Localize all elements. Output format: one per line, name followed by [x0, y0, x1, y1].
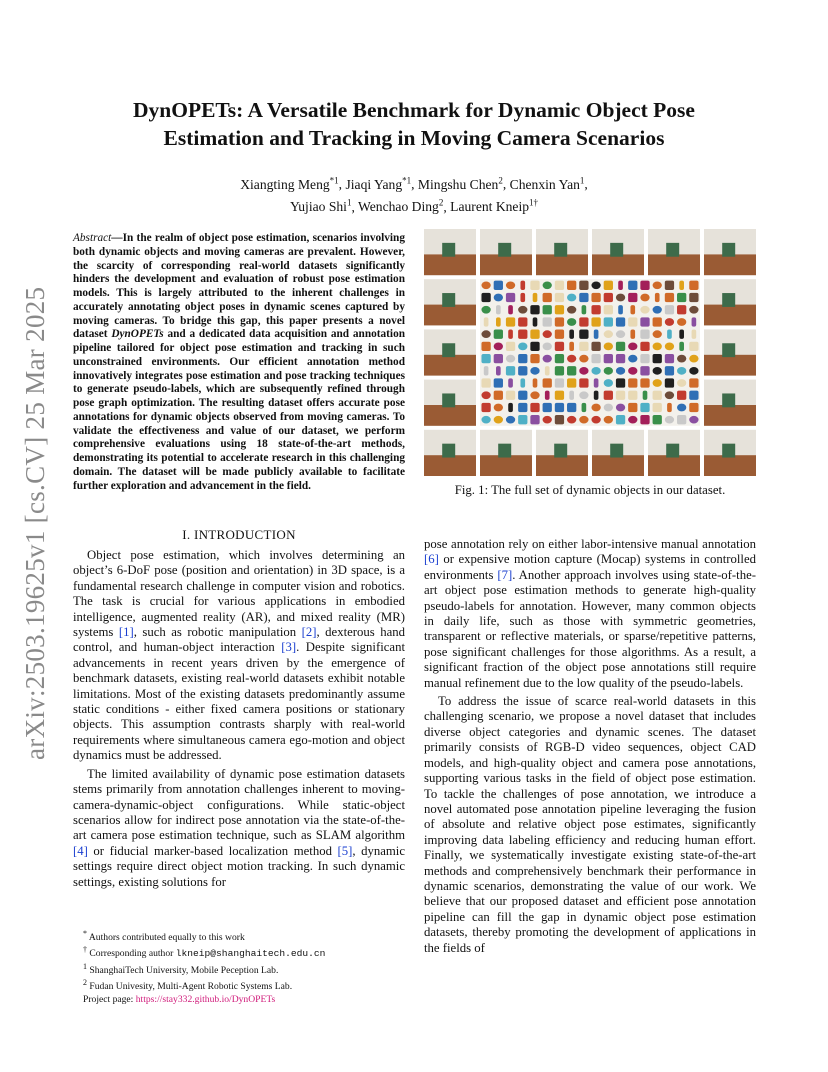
dataset-object: [494, 378, 503, 387]
dataset-object: [628, 281, 637, 290]
dataset-object: [653, 379, 662, 387]
table-surface: [592, 254, 644, 275]
dataset-object: [689, 367, 698, 375]
dataset-object: [640, 330, 649, 339]
dataset-object: [579, 330, 588, 339]
dataset-object: [496, 366, 501, 375]
dataset-object: [640, 342, 649, 351]
object-on-table: [442, 393, 455, 407]
dataset-object: [665, 378, 674, 387]
dataset-object: [496, 317, 501, 326]
table-surface: [480, 455, 532, 476]
dataset-object: [506, 366, 515, 375]
abstract-dash: —: [111, 232, 123, 244]
dataset-object: [640, 354, 649, 363]
dataset-object: [481, 403, 490, 412]
dataset-object: [665, 354, 674, 363]
dataset-object: [640, 306, 649, 314]
dataset-object: [689, 355, 698, 363]
dataset-object: [569, 391, 574, 400]
dataset-object: [481, 281, 490, 289]
email-link[interactable]: lkneip@shanghaitech.edu.cn: [175, 948, 326, 960]
dataset-object: [640, 415, 649, 424]
dataset-object: [655, 293, 660, 302]
dataset-object: [653, 403, 662, 412]
citation-link[interactable]: [5]: [337, 843, 353, 858]
dataset-object: [530, 391, 539, 399]
table-surface: [704, 254, 756, 275]
dataset-object: [653, 391, 662, 400]
dataset-object: [689, 281, 698, 290]
citation-link[interactable]: [6]: [424, 552, 439, 567]
dataset-object: [604, 404, 613, 412]
dataset-object: [640, 317, 649, 326]
dataset-object: [533, 378, 538, 387]
dataset-object: [630, 330, 635, 339]
author-list: [80, 171, 748, 216]
dataset-object: [665, 281, 674, 290]
dataset-object: [582, 403, 587, 412]
dataset-object: [494, 330, 503, 339]
dataset-object: [481, 416, 490, 424]
dataset-object: [506, 355, 515, 363]
dataset-object: [689, 293, 698, 302]
dataset-object: [506, 342, 515, 351]
dataset-object: [530, 354, 539, 363]
dataset-object: [545, 366, 550, 375]
dataset-object: [640, 294, 649, 302]
dataset-object: [543, 343, 552, 351]
dataset-object: [594, 378, 599, 387]
dataset-object: [533, 317, 538, 326]
table-surface: [536, 254, 588, 275]
dataset-object: [508, 330, 513, 339]
dataset-object: [665, 416, 674, 424]
dataset-object: [604, 391, 613, 400]
dataset-object: [520, 281, 525, 290]
dataset-object: [591, 367, 600, 375]
dataset-object: [665, 293, 674, 302]
dataset-object: [567, 403, 576, 412]
object-collage-image: [424, 229, 756, 476]
dataset-object: [508, 378, 513, 387]
left-column-body: [73, 548, 405, 890]
dataset-object: [481, 342, 490, 351]
dataset-object: [506, 416, 515, 424]
paragraph: Object pose estimation, which involves determining an object’s 6-DoF pose (position and orientation) in 3D space, is a fundamental research challenge in computer vision and robotics. The task is crucial for various applications in embodied intelligence, augmented reality (AR), and mixed reality (MR) systems [1], such as robotic manipulation [2], dexterous hand control, and human-object interaction [3]. Despite significant advancements in recent years driven by the emergence of benchmark datasets, existing real-world datasets exhibit notable limitations. Most of the existing datasets predominantly assume static conditions - either fixed camera positions or stationary objects. This assumption contrasts sharply with real-world requirements where simultaneous camera ego-motion and object dynamics must be addressed.: [73, 548, 406, 763]
author: Xiangting Meng$^{*1}$: [240, 175, 339, 192]
dataset-object: [543, 355, 552, 363]
dataset-object: [543, 293, 552, 302]
dataset-object: [604, 367, 613, 375]
dataset-object: [555, 403, 564, 412]
dataset-object: [481, 391, 490, 399]
dataset-object: [496, 305, 501, 314]
dataset-object: [481, 330, 490, 338]
table-surface: [704, 405, 756, 426]
dataset-object: [616, 378, 625, 387]
dataset-object: [518, 391, 527, 400]
dataset-object: [506, 391, 515, 400]
dataset-object: [481, 378, 490, 387]
table-surface: [704, 455, 756, 476]
dataset-object: [604, 343, 613, 351]
footnote-equal-contribution: * Authors contributed equally to this work: [83, 929, 245, 944]
dataset-object: [591, 404, 600, 412]
author: Laurent Kneip$^{1\dagger}$: [450, 197, 539, 215]
dataset-object: [653, 306, 662, 314]
paper-title: [80, 96, 748, 152]
dataset-object: [530, 403, 539, 412]
dataset-object: [494, 354, 503, 363]
table-surface: [704, 355, 756, 376]
dataset-object: [677, 318, 686, 326]
dataset-object: [628, 403, 637, 412]
dataset-object: [555, 293, 564, 302]
section-heading-introduction: I. INTRODUCTION: [182, 527, 296, 542]
dataset-object: [543, 403, 552, 412]
dataset-object: [604, 317, 613, 326]
abstract-text: In the realm of object pose estimation, scenarios involving both dynamic objects and moving cameras are prevalent. However, the scarcity of corresponding real-world datasets significantly hinders the development and evaluation of robust pose estimation models. This is largely attributed to the inherent challenges in accurately annotating object poses in dynamic scenes captured by moving cameras. To bridge this gap, this paper presents a novel dataset: [73, 232, 405, 341]
abstract: [73, 232, 405, 493]
dataset-object: [689, 416, 698, 424]
dataset-object: [616, 404, 625, 412]
dataset-object: [555, 391, 564, 400]
dataset-object: [518, 343, 527, 351]
dataset-object: [555, 342, 564, 351]
dataset-object: [481, 293, 490, 302]
dataset-object: [640, 378, 649, 387]
dataset-object: [640, 403, 649, 412]
citation-link[interactable]: [1]: [118, 625, 134, 640]
dataset-object: [569, 330, 574, 339]
right-column-body: [424, 537, 756, 956]
footnotes: [83, 928, 413, 1006]
dataset-object: [594, 330, 599, 339]
citation-link[interactable]: [2]: [301, 625, 317, 640]
author: Yujiao Shi$^1$: [289, 197, 352, 215]
dataset-object: [567, 306, 576, 314]
dataset-object: [494, 416, 503, 424]
dataset-object: [506, 293, 515, 302]
dataset-object: [582, 305, 587, 314]
paragraph: The limited availability of dynamic pose estimation datasets stems primarily from annotation challenges inherent to moving-camera-dynamic-object configurations. While static-object scenarios allow for indirect pose annotation via the state-of-the-art camera pose estimation technique, such as SLAM algorithm [4] or fiducial marker-based localization method [5], dynamic settings require direct object motion tracking. In such dynamic settings, existing solutions for: [73, 766, 406, 889]
project-page-link[interactable]: https://stay332.github.io/DynOPETs: [135, 993, 276, 1005]
dataset-object: [567, 378, 576, 387]
dataset-object: [481, 306, 490, 314]
dataset-object: [591, 317, 600, 326]
dataset-object: [679, 281, 684, 290]
dataset-object: [604, 293, 613, 302]
arxiv-identifier: arXiv:2503.19625v1 [cs.CV] 25 Mar 2025: [20, 286, 50, 760]
dataset-object: [530, 305, 539, 314]
dataset-object: [653, 330, 662, 338]
author: Jiaqi Yang$^{*1}$: [345, 175, 412, 192]
dataset-object: [508, 403, 513, 412]
table-surface: [424, 254, 476, 275]
dataset-object: [484, 317, 489, 326]
dataset-object: [530, 415, 539, 424]
object-on-table: [554, 243, 567, 257]
dataset-object: [567, 416, 576, 424]
dataset-object: [653, 367, 662, 375]
citation-link[interactable]: [7]: [497, 567, 513, 582]
dataset-object: [591, 281, 600, 289]
object-on-table: [442, 343, 455, 357]
dataset-object: [530, 342, 539, 351]
object-on-table: [498, 243, 511, 257]
dataset-object: [484, 366, 489, 375]
dataset-object: [616, 354, 625, 363]
paragraph: pose annotation rely on either labor-intensive manual annotation [6] or expensive motion capture (Mocap) systems in controlled environments [7]. Another approach involves using state-of-the-art object pose estimation methods to generate high-quality pseudo-labels for annotation. However, many common objects in daily life, such as those with symmetric geometries, transparent or reflective materials, or sparse/repetitive patterns, pose significant challenges for those algorithms. As a result, a significant fraction of the object pose annotations still require manual refinement due to the low quality of the pseudo-labels.: [424, 537, 757, 690]
table-surface: [536, 455, 588, 476]
dataset-object: [530, 367, 539, 375]
dataset-object: [618, 305, 623, 314]
dataset-object: [677, 355, 686, 363]
dataset-object: [604, 416, 613, 424]
dataset-object: [604, 305, 613, 314]
dataset-object: [555, 305, 564, 314]
dataset-object: [653, 415, 662, 424]
dataset-object: [567, 366, 576, 375]
object-on-table: [722, 293, 735, 307]
dataset-object: [494, 294, 503, 302]
dataset-object: [653, 317, 662, 326]
footnote-affiliation-2: $^2$ Fudan Univesity, Multi-Agent Robotic Systems Lab.: [83, 978, 293, 993]
dataset-object: [518, 330, 527, 339]
dataset-object: [618, 281, 623, 290]
table-surface: [424, 355, 476, 376]
dataset-object: [689, 306, 698, 314]
dataset-object: [628, 343, 637, 351]
dataset-object: [628, 317, 637, 326]
dataset-object: [679, 330, 684, 339]
dataset-object: [677, 305, 686, 314]
dataset-object: [689, 342, 698, 351]
footnote-affiliation-1: $^1$ ShanghaiTech University, Mobile Peception Lab.: [83, 961, 279, 977]
dataset-object: [640, 281, 649, 290]
object-on-table: [722, 444, 735, 458]
dataset-object: [579, 355, 588, 363]
dataset-object: [555, 354, 564, 363]
object-on-table: [722, 343, 735, 357]
dataset-object: [616, 294, 625, 302]
object-on-table: [722, 243, 735, 257]
table-surface: [704, 305, 756, 326]
dataset-object: [530, 330, 539, 339]
dataset-object: [520, 293, 525, 302]
dataset-object: [677, 415, 686, 424]
dataset-object: [506, 281, 515, 289]
dataset-object: [591, 416, 600, 424]
dataset-object: [628, 293, 637, 302]
dataset-object: [579, 281, 588, 290]
dataset-object: [494, 343, 503, 351]
title-line-2: Estimation and Tracking in Moving Camera Scenarios: [163, 126, 665, 150]
author: Wenchao Ding$^2$: [358, 197, 444, 215]
dataset-object: [591, 305, 600, 314]
dataset-object: [677, 367, 686, 375]
table-surface: [424, 305, 476, 326]
dataset-object: [494, 391, 503, 400]
citation-link[interactable]: [4]: [73, 843, 88, 858]
object-on-table: [610, 243, 623, 257]
dataset-object: [579, 317, 588, 326]
dataset-object: [543, 416, 552, 424]
dataset-name: DynOPETs: [111, 328, 164, 341]
dataset-object: [518, 306, 527, 314]
dataset-object: [616, 330, 625, 338]
dataset-object: [665, 305, 674, 314]
dataset-object: [555, 366, 564, 375]
dataset-object: [518, 415, 527, 424]
object-on-table: [554, 444, 567, 458]
dataset-object: [481, 354, 490, 363]
dataset-object: [518, 366, 527, 375]
dataset-object: [533, 293, 538, 302]
dataset-object: [628, 367, 637, 375]
dataset-object: [653, 281, 662, 289]
author: Chenxin Yan$^1$: [509, 175, 585, 192]
dataset-object: [579, 391, 588, 399]
dataset-object: [616, 342, 625, 351]
dataset-object: [591, 354, 600, 363]
dataset-object: [518, 403, 527, 412]
dataset-object: [630, 305, 635, 314]
dataset-object: [667, 403, 672, 412]
dataset-object: [604, 379, 613, 387]
figure-caption: Fig. 1: The full set of dynamic objects in our dataset.: [454, 483, 726, 497]
table-surface: [592, 455, 644, 476]
object-on-table: [442, 444, 455, 458]
dataset-object: [579, 416, 588, 424]
dataset-object: [604, 281, 613, 290]
dataset-object: [689, 391, 698, 400]
dataset-object: [543, 378, 552, 387]
dataset-object: [616, 317, 625, 326]
dataset-object: [579, 378, 588, 387]
object-on-table: [442, 243, 455, 257]
dataset-object: [494, 404, 503, 412]
table-surface: [648, 455, 700, 476]
dataset-object: [543, 305, 552, 314]
dataset-object: [628, 391, 637, 400]
dataset-object: [692, 317, 697, 326]
dataset-object: [689, 378, 698, 387]
dataset-object: [665, 343, 674, 351]
dataset-object: [567, 355, 576, 363]
dataset-object: [640, 366, 649, 375]
dataset-object: [628, 355, 637, 363]
table-surface: [424, 405, 476, 426]
dataset-object: [569, 342, 574, 351]
dataset-object: [567, 281, 576, 290]
author: Mingshu Chen$^2$: [417, 175, 503, 192]
object-on-table: [722, 393, 735, 407]
dataset-object: [579, 293, 588, 302]
dataset-object: [555, 281, 564, 290]
dataset-object: [616, 367, 625, 375]
dataset-object: [555, 415, 564, 424]
dataset-object: [543, 281, 552, 289]
dataset-object: [653, 343, 662, 351]
dataset-object: [594, 391, 599, 400]
dataset-object: [506, 317, 515, 326]
dataset-object: [567, 318, 576, 326]
dataset-object: [628, 416, 637, 424]
dataset-object: [628, 378, 637, 387]
table-surface: [424, 455, 476, 476]
dataset-object: [555, 317, 564, 326]
object-on-table: [442, 293, 455, 307]
dataset-object: [665, 318, 674, 326]
dataset-object: [579, 367, 588, 375]
dataset-object: [579, 342, 588, 351]
dataset-object: [665, 366, 674, 375]
table-surface: [648, 254, 700, 275]
dataset-object: [616, 391, 625, 400]
dataset-object: [494, 281, 503, 290]
dataset-object: [653, 354, 662, 363]
object-on-table: [666, 444, 679, 458]
dataset-object: [545, 391, 550, 400]
dataset-object: [604, 330, 613, 338]
project-page: Project page: https://stay332.github.io/DynOPETs: [83, 993, 276, 1005]
author-line-1: Xiangting Meng$^{*1}$, Jiaqi Yang$^{*1}$, Mingshu Chen$^2$, Chenxin Yan$^1$,: [240, 175, 588, 192]
dataset-object: [667, 330, 672, 339]
dataset-object: [555, 378, 564, 387]
dataset-object: [518, 354, 527, 363]
object-on-table: [610, 444, 623, 458]
dataset-object: [677, 391, 686, 400]
dataset-object: [643, 391, 648, 400]
citation-link[interactable]: [3]: [281, 640, 297, 655]
dataset-object: [679, 342, 684, 351]
footnote-corresponding: † Corresponding author lkneip@shanghaitech.edu.cn: [83, 945, 326, 960]
object-on-table: [666, 243, 679, 257]
dataset-object: [677, 404, 686, 412]
dataset-object: [508, 305, 513, 314]
dataset-object: [555, 330, 564, 339]
table-surface: [480, 254, 532, 275]
dataset-object: [518, 317, 527, 326]
dataset-object: [530, 281, 539, 290]
dataset-object: [543, 330, 552, 338]
dataset-object: [665, 391, 674, 399]
dataset-object: [520, 378, 525, 387]
object-on-table: [498, 444, 511, 458]
abstract-text-cont: and a dedicated data acquisition and annotation pipeline tailored for object pose estimation and tracking in such unconstrained environments. Our efficient annotation method innovatively integrates pose estimation and pose tracking techniques to generate pseudo-labels, which are subsequently refined through pose graph optimization. The resulting dataset offers accurate pose annotations for dynamic objects observed from moving cameras. To validate the effectiveness and value of our dataset, we perform comprehensive evaluations using 18 state-of-the-art methods, demonstrating its potential to accelerate research in this challenging domain. The dataset will be made publicly available to facilitate further exploration and advancement in the field.: [73, 328, 405, 492]
dataset-object: [591, 342, 600, 351]
abstract-label: Abstract: [73, 232, 112, 244]
dataset-object: [591, 293, 600, 302]
dataset-object: [692, 330, 697, 339]
dataset-object: [677, 379, 686, 387]
author-line-2: Yujiao Shi$^1$, Wenchao Ding$^2$, Laurent Kneip$^{1\dagger}$: [289, 197, 539, 215]
dataset-object: [543, 317, 552, 326]
dataset-object: [604, 354, 613, 363]
paragraph: To address the issue of scarce real-world datasets in this challenging scenario, we propose a novel dataset that includes diverse object categories and dynamic scenes. The dataset primarily consists of RGB-D video sequences, object CAD models, and high-quality object and camera pose annotations, supporting various tasks in the field of object pose estimation. To tackle the challenges of pose annotation, we introduce a novel automated pose annotation pipeline leveraging the fusion of absolute and relative object pose estimates, significantly improving data labeling efficiency and reducing human effort. Finally, we systematically investigate existing state-of-the-art methods and comprehensively benchmark their performance in dynamic scenarios, demonstrating the value of our work. We believe that our proposed dataset and efficient pose annotation pipeline can fill the gap in dynamic object pose estimation datasets, thereby promoting the development of applications in the fields of: [424, 694, 756, 955]
dataset-object: [616, 415, 625, 424]
dataset-object: [689, 403, 698, 412]
dataset-object: [567, 294, 576, 302]
title-line-1: DynOPETs: A Versatile Benchmark for Dynamic Object Pose: [133, 98, 695, 122]
dataset-object: [677, 293, 686, 302]
figure-object-collage: [424, 229, 756, 476]
